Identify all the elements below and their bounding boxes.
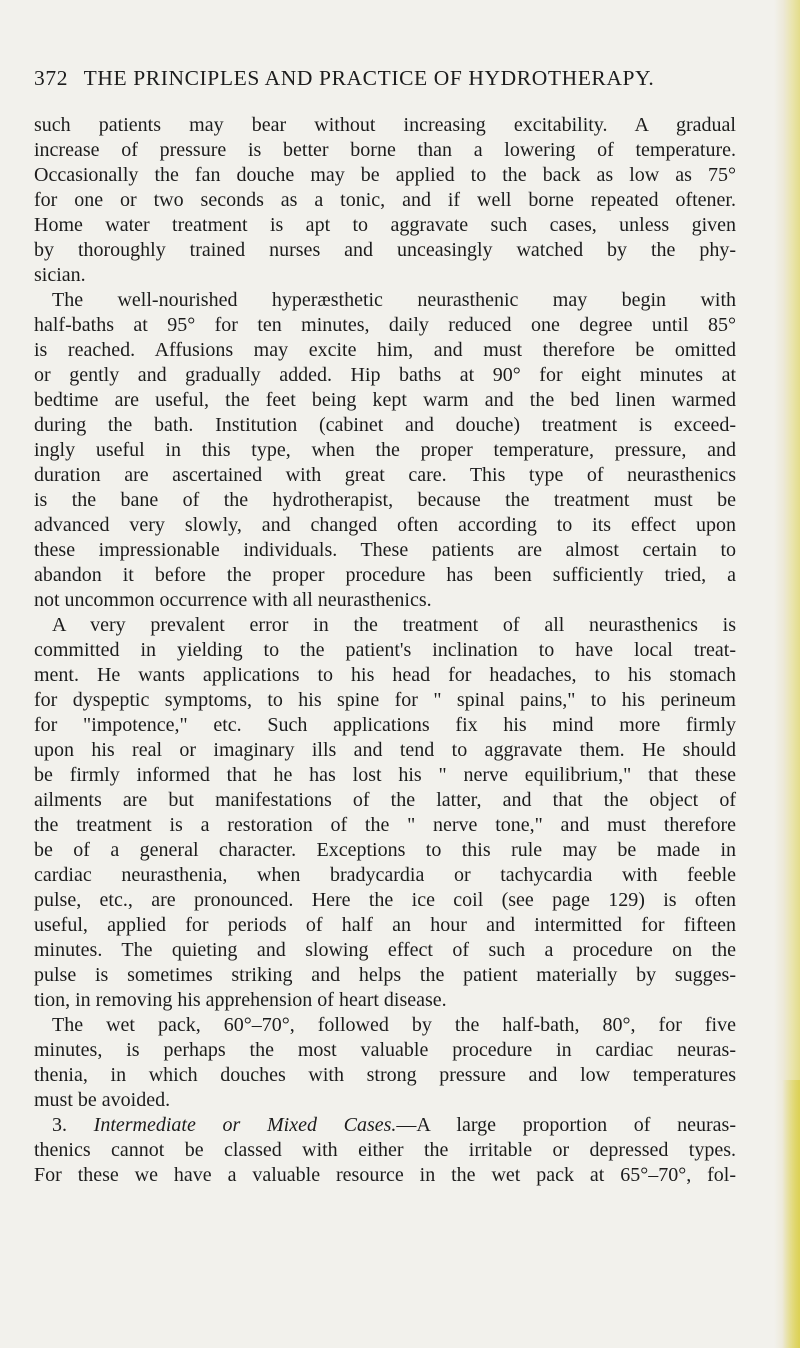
text-line: for "impotence," etc. Such applications fix his mind more firmly	[34, 714, 736, 736]
text-line: duration are ascertained with great care. This type of neurasthenics	[34, 464, 736, 486]
text-line: the treatment is a restoration of the " nerve tone," and must therefore	[34, 814, 736, 836]
section-first-line-rest: —A large proportion of neuras-	[396, 1114, 736, 1136]
text-line: sician.	[34, 264, 86, 286]
text-line: for one or two seconds as a tonic, and if well borne repeated oftener.	[34, 189, 736, 211]
body-text	[34, 113, 736, 1188]
text-line: abandon it before the proper procedure has been sufficiently tried, a	[34, 564, 736, 586]
text-line: minutes. The quieting and slowing effect of such a procedure on the	[34, 939, 736, 961]
text-line: pulse, etc., are pronounced. Here the ice coil (see page 129) is often	[34, 889, 736, 911]
running-title: THE PRINCIPLES AND PRACTICE OF HYDROTHERAPY.	[83, 66, 655, 90]
text-line: be firmly informed that he has lost his " nerve equilibrium," that these	[34, 764, 736, 786]
text-line: tion, in removing his apprehension of heart disease.	[34, 989, 447, 1011]
text-line: by thoroughly trained nurses and unceasingly watched by the phy-	[34, 239, 736, 261]
text-line: ment. He wants applications to his head for headaches, to his stomach	[34, 664, 736, 686]
text-line: these impressionable individuals. These patients are almost certain to	[34, 539, 736, 561]
text-line: for dyspeptic symptoms, to his spine for " spinal pains," to his perineum	[34, 689, 736, 711]
text-line: Occasionally the fan douche may be applied to the back as low as 75°	[34, 164, 736, 186]
text-line: thenics cannot be classed with either the irritable or depressed types.	[34, 1139, 736, 1161]
text-line: A very prevalent error in the treatment of all neurasthenics is	[52, 614, 736, 636]
text-line: thenia, in which douches with strong pressure and low temperatures	[34, 1064, 736, 1086]
section-heading-line	[34, 1113, 736, 1138]
text-line: The well-nourished hyperæsthetic neurasthenic may begin with	[52, 289, 736, 311]
text-line: pulse is sometimes striking and helps the patient materially by sugges-	[34, 964, 736, 986]
text-line: Home water treatment is apt to aggravate such cases, unless given	[34, 214, 736, 236]
text-line: committed in yielding to the patient's inclination to have local treat-	[34, 639, 736, 661]
section-number: 3.	[52, 1114, 67, 1136]
text-line: bedtime are useful, the feet being kept warm and the bed linen warmed	[34, 389, 736, 411]
text-line: or gently and gradually added. Hip baths at 90° for eight minutes at	[34, 364, 736, 386]
running-header	[34, 66, 724, 91]
text-line: must be avoided.	[34, 1089, 171, 1111]
text-line: during the bath. Institution (cabinet and douche) treatment is exceed-	[34, 414, 736, 436]
text-line: such patients may bear without increasing excitability. A gradual	[34, 114, 736, 136]
text-line: is reached. Affusions may excite him, and must therefore be omitted	[34, 339, 736, 361]
text-line: cardiac neurasthenia, when bradycardia or tachycardia with feeble	[34, 864, 736, 886]
text-line: increase of pressure is better borne than a lowering of temperature.	[34, 139, 736, 161]
text-line: minutes, is perhaps the most valuable procedure in cardiac neuras-	[34, 1039, 736, 1061]
text-line: not uncommon occurrence with all neurasthenics.	[34, 589, 432, 611]
section-heading: Intermediate or Mixed Cases.	[93, 1114, 397, 1136]
text-line: For these we have a valuable resource in the wet pack at 65°–70°, fol-	[34, 1164, 736, 1186]
text-line: useful, applied for periods of half an hour and intermitted for fifteen	[34, 914, 736, 936]
text-line: half-baths at 95° for ten minutes, daily reduced one degree until 85°	[34, 314, 736, 336]
text-line: ingly useful in this type, when the proper temperature, pressure, and	[34, 439, 736, 461]
text-line: upon his real or imaginary ills and tend to aggravate them. He should	[34, 739, 736, 761]
text-line: ailments are but manifestations of the latter, and that the object of	[34, 789, 736, 811]
page-edge-stain	[782, 1080, 800, 1348]
text-line: The wet pack, 60°–70°, followed by the half-bath, 80°, for five	[52, 1014, 736, 1036]
page-number: 372	[34, 66, 69, 90]
text-line: advanced very slowly, and changed often according to its effect upon	[34, 514, 736, 536]
text-line: is the bane of the hydrotherapist, because the treatment must be	[34, 489, 736, 511]
text-line: be of a general character. Exceptions to this rule may be made in	[34, 839, 736, 861]
